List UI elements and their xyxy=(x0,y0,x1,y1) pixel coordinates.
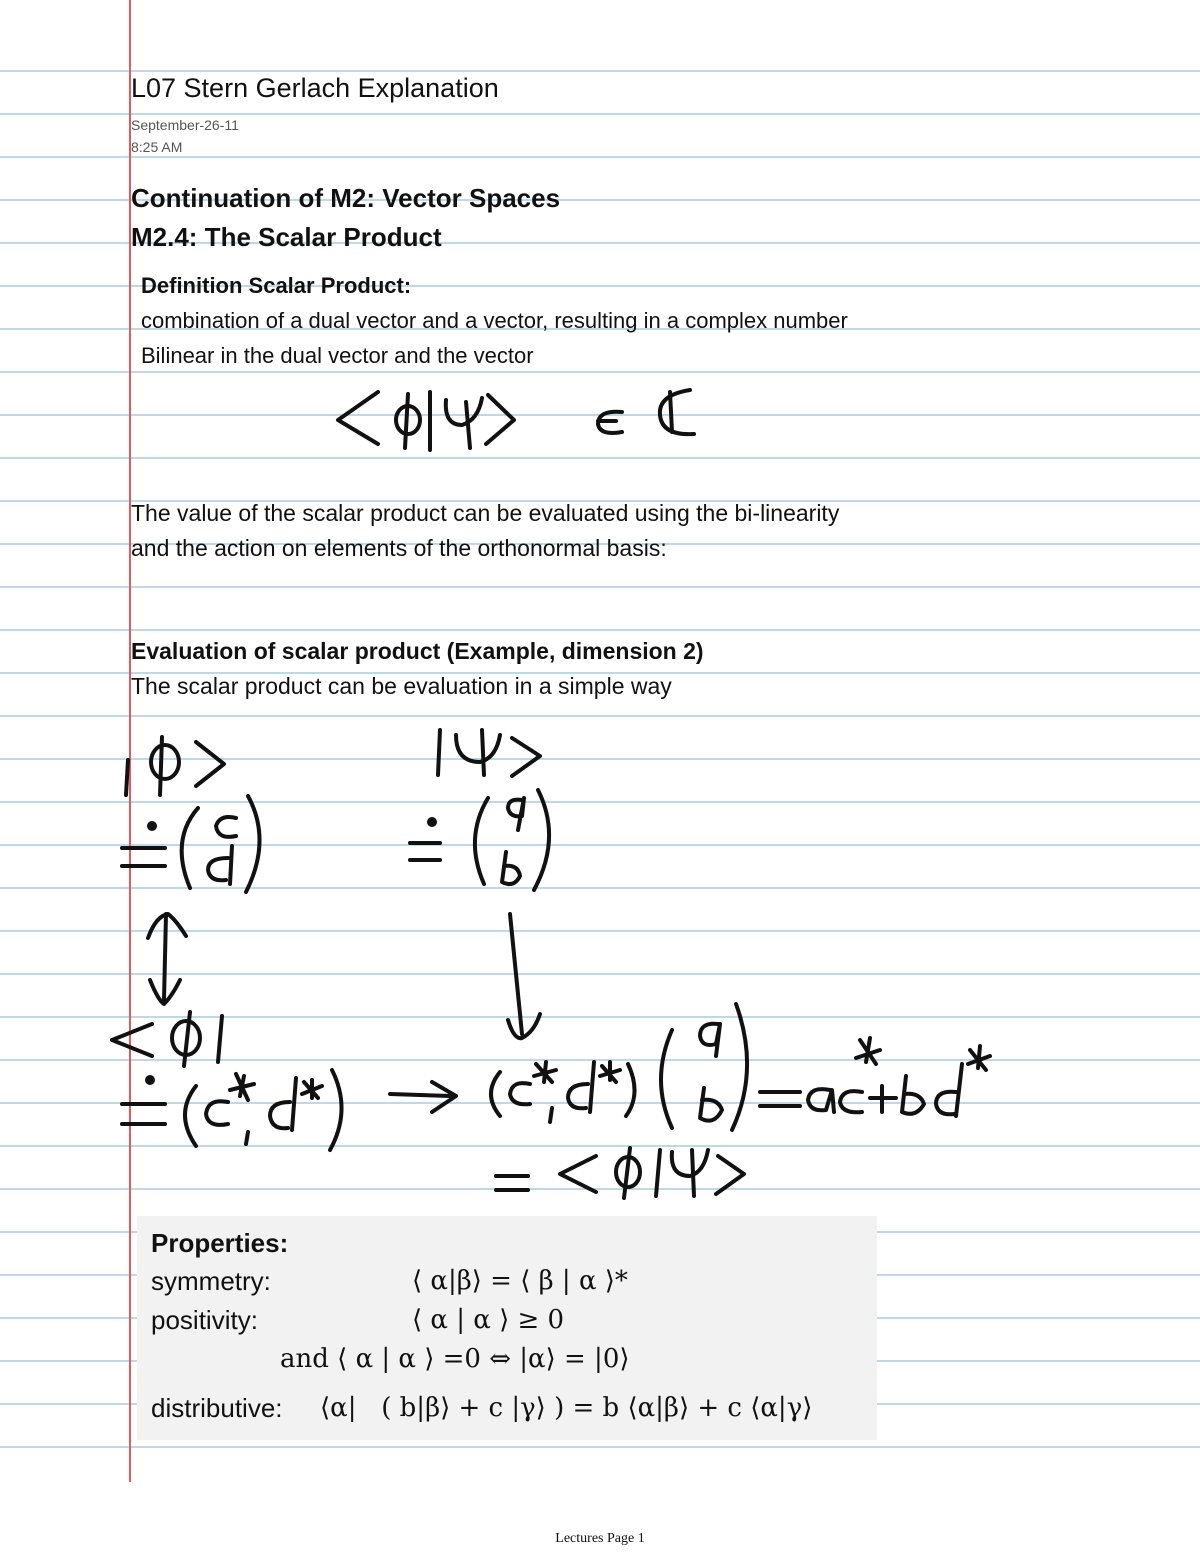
definition-line-2: Bilinear in the dual vector and the vector xyxy=(141,343,534,368)
distributive-label: distributive: xyxy=(151,1393,283,1423)
page-time: 8:25 AM xyxy=(131,139,183,155)
page-date: September-26-11 xyxy=(131,117,239,133)
definition-line-1: combination of a dual vector and a vector, resulting in a complex number xyxy=(141,308,848,333)
positivity-label: positivity: xyxy=(151,1305,258,1335)
evaluation-heading: Evaluation of scalar product (Example, dimension 2) xyxy=(131,638,704,664)
evaluation-line: The scalar product can be evaluation in a simple way xyxy=(131,673,672,699)
handwritten-down-arrow xyxy=(508,914,540,1038)
handwritten-scalar-in-c xyxy=(338,390,694,450)
section-heading: Continuation of M2: Vector Spaces xyxy=(131,183,561,213)
symmetry-formula: ⟨ α|β⟩ = ⟨ β | α ⟩* xyxy=(412,1266,628,1296)
handwritten-bra-phi xyxy=(112,1012,222,1066)
handwritten-product xyxy=(390,1004,990,1130)
page-title: L07 Stern Gerlach Explanation xyxy=(131,73,499,103)
handwritten-double-arrow xyxy=(148,914,186,1004)
value-text-line-2: and the action on elements of the orthonormal basis: xyxy=(131,535,667,561)
handwritten-ket-psi xyxy=(438,730,540,776)
value-text-line-1: The value of the scalar product can be evaluated using the bi-linearity xyxy=(131,500,840,526)
definition-label: Definition Scalar Product: xyxy=(141,273,412,298)
handwritten-result xyxy=(496,1148,744,1198)
subsection-heading: M2.4: The Scalar Product xyxy=(131,222,442,252)
handwritten-bra-phi-row xyxy=(122,1070,342,1150)
positivity-formula: ⟨ α | α ⟩ ≥ 0 xyxy=(412,1305,565,1335)
page-footer: Lectures Page 1 xyxy=(555,1531,645,1546)
handwritten-ket-phi-column xyxy=(122,796,260,892)
distributive-formula: ⟨α| ( b|β⟩ + c |γ⟩ ) = b ⟨α|β⟩ + c ⟨α|γ⟩ xyxy=(320,1393,813,1423)
handwritten-ket-phi xyxy=(126,737,224,795)
symmetry-label: symmetry: xyxy=(151,1266,271,1296)
properties-heading: Properties: xyxy=(151,1228,289,1258)
handwritten-ket-psi-column xyxy=(410,790,549,890)
positivity-condition: and ⟨ α | α ⟩ =0 ⇔ |α⟩ = |0⟩ xyxy=(280,1344,630,1374)
